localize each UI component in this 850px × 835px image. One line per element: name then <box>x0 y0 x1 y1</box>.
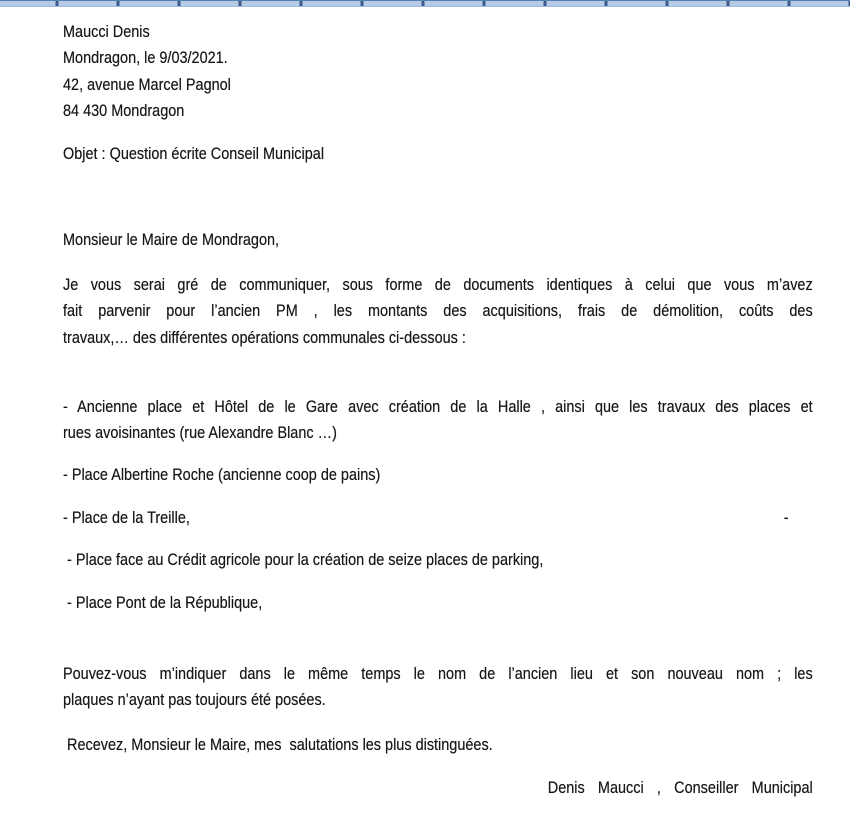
list-item-line: - Place de la Treille, <box>63 508 190 527</box>
table-top-border <box>0 0 850 7</box>
closing-line: Recevez, Monsieur le Maire, mes salutations les plus distinguées. <box>63 735 493 754</box>
signature-line: Denis Maucci , Conseiller Municipal <box>547 778 813 797</box>
request-paragraph <box>63 272 813 351</box>
naming-paragraph <box>63 661 813 714</box>
request-line: Je vous serai gré de communiquer, sous forme de documents identiques à celui que vous m’avez <box>63 275 813 294</box>
request-line: fait parvenir pour l’ancien PM , les montants des acquisitions, frais de démolition, coûts des <box>63 301 813 321</box>
list-item-republique <box>63 590 813 616</box>
sender-block <box>63 19 813 125</box>
sender-date-line: Mondragon, le 9/03/2021. <box>63 48 228 68</box>
list-item-gare <box>63 394 813 447</box>
list-item-line: - Place Albertine Roche (ancienne coop de pains) <box>63 465 381 484</box>
naming-line: plaques n’ayant pas toujours été posées. <box>63 690 326 710</box>
list-item-line: - Ancienne place et Hôtel de le Gare avec création de la Halle , ainsi que les travaux des places et <box>63 397 813 416</box>
list-item-line: - Place face au Crédit agricole pour la création de seize places de parking, <box>63 550 544 569</box>
subject-block <box>63 141 813 167</box>
sender-name: Maucci Denis <box>63 22 150 41</box>
signature-block <box>63 775 813 801</box>
list-item-albertine <box>63 462 813 488</box>
list-item-credit-agricole <box>63 547 813 573</box>
list-item-line: rues avoisinantes (rue Alexandre Blanc …) <box>63 423 337 443</box>
sender-city: 84 430 Mondragon <box>63 101 185 121</box>
stray-dash: - <box>783 508 789 527</box>
salutation-line: Monsieur le Maire de Mondragon, <box>63 230 280 249</box>
list-item-treille <box>63 505 813 531</box>
request-line: travaux,… des différentes opérations communales ci-dessous : <box>63 327 466 347</box>
subject-line: Objet : Question écrite Conseil Municipal <box>63 144 325 163</box>
salutation-block <box>63 227 813 253</box>
closing-block <box>63 732 813 758</box>
naming-line: Pouvez-vous m’indiquer dans le même temps le nom de l’ancien lieu et son nouveau nom ; les <box>63 664 813 683</box>
list-item-line: - Place Pont de la République, <box>63 593 263 612</box>
table-cell-ticks <box>0 1 850 6</box>
sender-street: 42, avenue Marcel Pagnol <box>63 74 231 94</box>
